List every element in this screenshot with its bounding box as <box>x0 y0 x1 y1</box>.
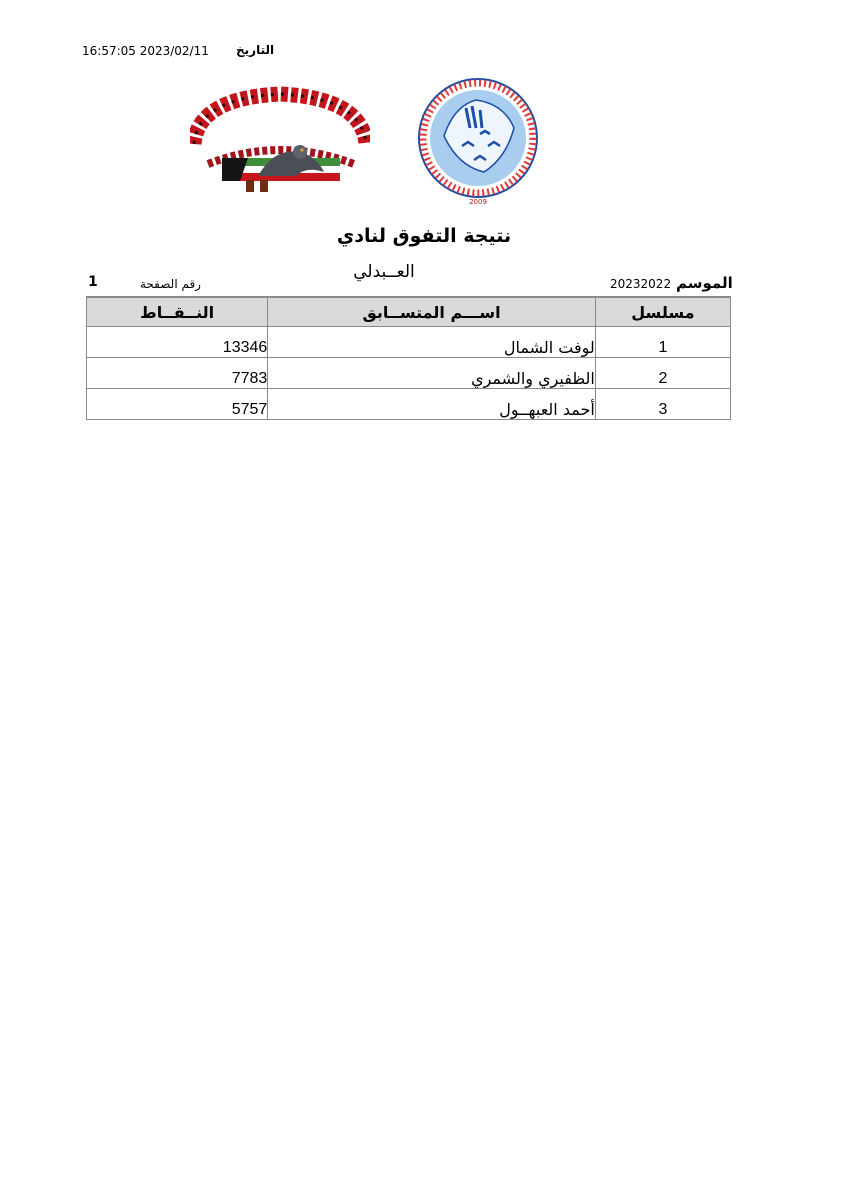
points-cell: 5757 <box>87 389 268 420</box>
competitor-header: اســـم المتســابق <box>268 297 596 327</box>
serial-cell: 1 <box>595 327 730 358</box>
page-number: 1 <box>88 274 98 290</box>
season-label: الموسم <box>676 274 733 292</box>
print-date-label: التاريخ <box>236 43 275 57</box>
table-header-row <box>87 297 731 327</box>
points-header: النــقــاط <box>87 297 268 327</box>
page-number-label: رقم الصفحة <box>140 277 201 291</box>
serial-cell: 2 <box>595 358 730 389</box>
club-name: العــبدلي <box>353 262 415 282</box>
results-table <box>86 296 731 420</box>
svg-text:2009: 2009 <box>469 198 487 206</box>
table-row <box>87 358 731 389</box>
serial-header: مسلسل <box>595 297 730 327</box>
competitor-name-cell: الظفيري والشمري <box>268 358 596 389</box>
report-title: نتيجة التفوق لنادي <box>336 225 512 247</box>
points-cell: 7783 <box>87 358 268 389</box>
competitor-name-cell: أحمد العبهــول <box>268 389 596 420</box>
table-row <box>87 327 731 358</box>
competitor-name-cell: لوفت الشمال <box>268 327 596 358</box>
table-row <box>87 389 731 420</box>
season-value: 20232022 <box>610 277 672 291</box>
federation-logo <box>414 76 542 208</box>
points-cell: 13346 <box>87 327 268 358</box>
serial-cell: 3 <box>595 389 730 420</box>
club-logo <box>190 84 370 196</box>
print-date-value: 16:57:05 2023/02/11 <box>82 44 209 58</box>
